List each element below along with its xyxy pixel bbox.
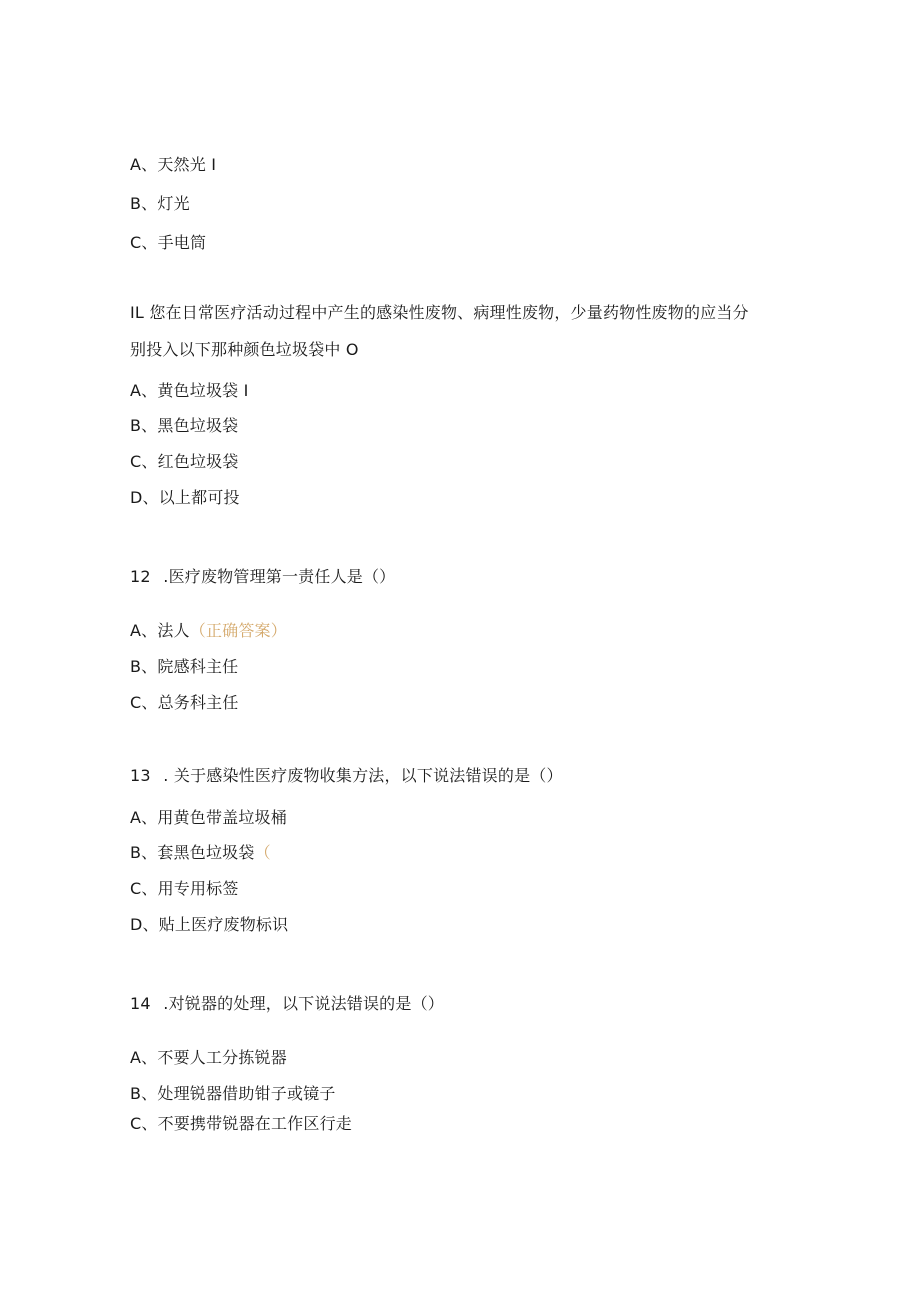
q13-option-c: C、用专用标签 bbox=[130, 879, 239, 898]
q14-question bbox=[130, 994, 444, 1014]
q11-question-line2: 别投入以下那种颜色垃圾袋中 O bbox=[130, 340, 359, 359]
q11-option-d: D、以上都可投 bbox=[130, 488, 240, 507]
q13-question bbox=[130, 766, 563, 786]
q13-text: . 关于感染性医疗废物收集方法，以下说法错误的是（） bbox=[163, 766, 563, 785]
q14-number: 14 bbox=[130, 994, 151, 1013]
q12-option-b: B、院感科主任 bbox=[130, 657, 239, 676]
q12-number: 12 bbox=[130, 567, 151, 586]
q12-option-c: C、总务科主任 bbox=[130, 693, 239, 712]
q10-option-a: A、天然光 I bbox=[130, 155, 217, 174]
q12-question bbox=[130, 567, 395, 587]
q13-option-d: D、贴上医疗废物标识 bbox=[130, 915, 289, 934]
q11-option-a: A、黄色垃圾袋 I bbox=[130, 381, 249, 400]
q10-option-c: C、手电筒 bbox=[130, 233, 207, 252]
q13-option-a: A、用黄色带盖垃圾桶 bbox=[130, 808, 287, 827]
answer-mark: （ bbox=[254, 843, 271, 862]
q14-option-c: C、不要携带锐器在工作区行走 bbox=[130, 1114, 352, 1133]
q10-option-b: B、灯光 bbox=[130, 194, 190, 213]
q12-option-a bbox=[130, 621, 287, 641]
q12-option-a-text: A、法人 bbox=[130, 621, 190, 640]
q11-option-b: B、黑色垃圾袋 bbox=[130, 416, 239, 435]
q14-text: .对锐器的处理，以下说法错误的是（） bbox=[163, 994, 444, 1013]
q13-option-b bbox=[130, 843, 271, 863]
q14-option-a: A、不要人工分拣锐器 bbox=[130, 1048, 287, 1067]
q13-option-b-text: B、套黑色垃圾袋 bbox=[130, 843, 255, 862]
q13-number: 13 bbox=[130, 766, 151, 785]
q14-option-b: B、处理锐器借助钳子或镜子 bbox=[130, 1084, 336, 1103]
q11-number: IL bbox=[130, 303, 145, 322]
q12-text: .医疗废物管理第一责任人是（） bbox=[163, 567, 396, 586]
correct-answer-mark: （正确答案） bbox=[189, 621, 287, 640]
q11-text-line1: 您在日常医疗活动过程中产生的感染性废物、病理性废物，少量药物性废物的应当分 bbox=[149, 303, 749, 322]
q11-question-line1 bbox=[130, 303, 749, 323]
q11-option-c: C、红色垃圾袋 bbox=[130, 452, 239, 471]
